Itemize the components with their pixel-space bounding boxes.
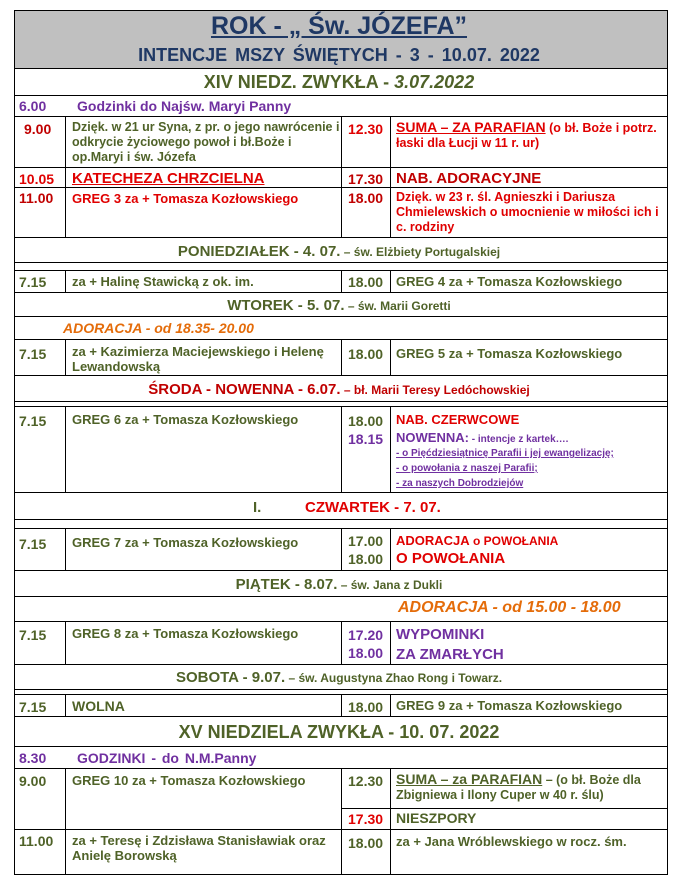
sunday1-heading-main: XIV NIEDZ. ZWYKŁA - (203, 72, 395, 92)
sunday2-r3-text: za + Teresę i Zdzisława Stanisławiak oraz Anielę Borowską (72, 833, 326, 863)
page-title: ROK - „ Św. JÓZEFA” (210, 12, 468, 40)
monday-time: 7.15 (19, 274, 47, 290)
sunday1-r2-time: 10.05 (19, 171, 55, 187)
wednesday-text: GREG 6 za + Tomasza Kozłowskiego (72, 412, 299, 427)
tuesday-day: WTOREK - 5. 07. (227, 297, 345, 314)
saturday-time2: 18.00 (348, 699, 384, 715)
wednesday-nab: NAB. CZERWCOWE (396, 412, 520, 427)
saturday-text2: GREG 9 za + Tomasza Kozłowskiego (396, 698, 623, 713)
suma-label-2: SUMA – za PARAFIAN (396, 771, 543, 787)
saturday-saint: – św. Augustyna Zhao Rong i Towarz. (285, 671, 503, 685)
sunday1-r2-text2: NAB. ADORACYJNE (396, 170, 542, 187)
thursday-prefix: I. (253, 499, 262, 516)
sunday2-r2-time2: 17.30 (348, 811, 384, 827)
wednesday-intention-2: - o powołania z naszej Parafii; (396, 463, 538, 474)
tuesday-time: 7.15 (19, 346, 47, 362)
monday-text: za + Halinę Stawicką z ok. im. (72, 274, 254, 289)
wednesday-intention-3: - za naszych Dobrodziejów (396, 478, 524, 489)
saturday-time: 7.15 (19, 699, 47, 715)
sunday2-r1-time2: 12.30 (348, 773, 384, 789)
monday-text2: GREG 4 za + Tomasza Kozłowskiego (396, 274, 623, 289)
thursday-adoracja: ADORACJA (396, 533, 470, 548)
monday-saint: – św. Elżbiety Portugalskiej (340, 245, 501, 259)
wednesday-saint: – bł. Marii Teresy Ledóchowskiej (340, 383, 530, 397)
friday-text2a: WYPOMINKI (396, 626, 485, 643)
sunday2-r3-time2: 18.00 (348, 835, 384, 851)
thursday-time2b: 18.00 (348, 551, 384, 567)
sunday1-r1-text: Dzięk. w 21 ur Syna, z pr. o jego nawrócenie i odkrycie życiowego powoł i bł.Boże i op.Maryi i św. Józefa (72, 120, 340, 164)
nowenna-label: NOWENNA: (396, 430, 469, 445)
friday-saint: – św. Jana z Dukli (337, 578, 443, 592)
nowenna-rest: - intencje z kartek…. (468, 434, 569, 445)
suma-intention-2: – (o bł. Boże dla Zbigniewa i Ilony Cuper w 40 r. ślu) (396, 773, 641, 802)
monday-heading (0, 243, 678, 260)
sunday2-r3-text2: za + Jana Wróblewskiego w rocz. śm. (396, 834, 627, 849)
sunday2-godzinki-time: 8.30 (19, 750, 47, 766)
wednesday-time: 7.15 (19, 413, 47, 429)
sunday1-r1-time: 9.00 (24, 121, 52, 137)
sunday1-r2-text: KATECHEZA CHRZCIELNA (72, 170, 265, 187)
sunday2-r1-time: 9.00 (19, 773, 47, 789)
tuesday-heading (0, 297, 678, 314)
wednesday-time2a: 18.00 (348, 413, 384, 429)
sunday2-heading: XV NIEDZIELA ZWYKŁA - 10. 07. 2022 (178, 722, 500, 742)
thursday-text: GREG 7 za + Tomasza Kozłowskiego (72, 535, 299, 550)
wednesday-time2b: 18.15 (348, 431, 384, 447)
sunday2-godzinki-text: GODZINKI - do N.M.Panny (77, 750, 257, 766)
sunday1-heading (0, 72, 678, 93)
sunday2-r2-text2: NIESZPORY (396, 810, 477, 826)
sunday1-godzinki-text: Godzinki do Najśw. Maryi Panny (77, 98, 292, 114)
thursday-time: 7.15 (19, 536, 47, 552)
thursday-text2a (396, 533, 558, 548)
wednesday-intention-1: - o Pięćdziesiątnicę Parafii i jej ewangelizację; (396, 448, 614, 459)
suma-intention: (o bł. Boże i potrz. łaski dla Łucji w 11 r. ur) (396, 121, 657, 150)
wednesday-day: ŚRODA - NOWENNA - 6.07. (148, 381, 341, 398)
thursday-adoracja-rest: o POWOŁANIA (469, 534, 559, 548)
sunday2-r3-time: 11.00 (19, 833, 54, 849)
friday-day: PIĄTEK - 8.07. (235, 576, 338, 593)
sunday1-heading-date: 3.07.2022 (394, 72, 475, 92)
friday-time: 7.15 (19, 627, 47, 643)
tuesday-time2: 18.00 (348, 346, 384, 362)
tuesday-text: za + Kazimierza Maciejewskiego i Helenę Lewandowską (72, 344, 324, 374)
monday-day: PONIEDZIAŁEK - 4. 07. (177, 243, 341, 260)
sunday1-r3-text: GREG 3 za + Tomasza Kozłowskiego (72, 191, 299, 206)
sunday1-r1-time2: 12.30 (348, 121, 384, 137)
thursday-time2a: 17.00 (348, 533, 384, 549)
saturday-text: WOLNA (72, 698, 125, 714)
sunday1-r2-time2: 17.30 (348, 171, 384, 187)
wednesday-heading (0, 381, 678, 398)
wednesday-nowenna (396, 430, 568, 445)
sunday1-r1-text2 (396, 120, 662, 151)
sunday1-godzinki-time: 6.00 (19, 98, 47, 114)
tuesday-saint: – św. Marii Goretti (344, 299, 451, 313)
thursday-day: CZWARTEK - 7. 07. (305, 499, 441, 516)
suma-label: SUMA – ZA PARAFIAN (396, 119, 546, 135)
sunday1-r3-time2: 18.00 (348, 190, 384, 206)
saturday-day: SOBOTA - 9.07. (175, 669, 286, 686)
saturday-heading (0, 669, 678, 686)
sunday1-r3-text2: Dzięk. w 23 r. śl. Agnieszki i Dariusza Chmielewskich o umocnienie w miłości ich i c. rodziny (396, 190, 659, 234)
monday-time2: 18.00 (348, 274, 384, 290)
sunday1-r3-time: 11.00 (19, 190, 54, 206)
friday-heading (0, 576, 678, 593)
friday-time2a: 17.20 (348, 627, 384, 643)
friday-text: GREG 8 za + Tomasza Kozłowskiego (72, 626, 299, 641)
sunday2-r1-text2 (396, 772, 662, 803)
tuesday-text2: GREG 5 za + Tomasza Kozłowskiego (396, 346, 623, 361)
thursday-text2b: O POWOŁANIA (396, 550, 506, 567)
friday-time2b: 18.00 (348, 645, 384, 661)
friday-text2b: ZA ZMARŁYCH (396, 646, 504, 663)
friday-adoration: ADORACJA - od 15.00 - 18.00 (398, 599, 621, 616)
page-subtitle: INTENCJE MSZY ŚWIĘTYCH - 3 - 10.07. 2022 (138, 45, 540, 65)
sunday2-r1-text: GREG 10 za + Tomasza Kozłowskiego (72, 773, 306, 788)
tuesday-adoration: ADORACJA - od 18.35- 20.00 (63, 320, 254, 336)
